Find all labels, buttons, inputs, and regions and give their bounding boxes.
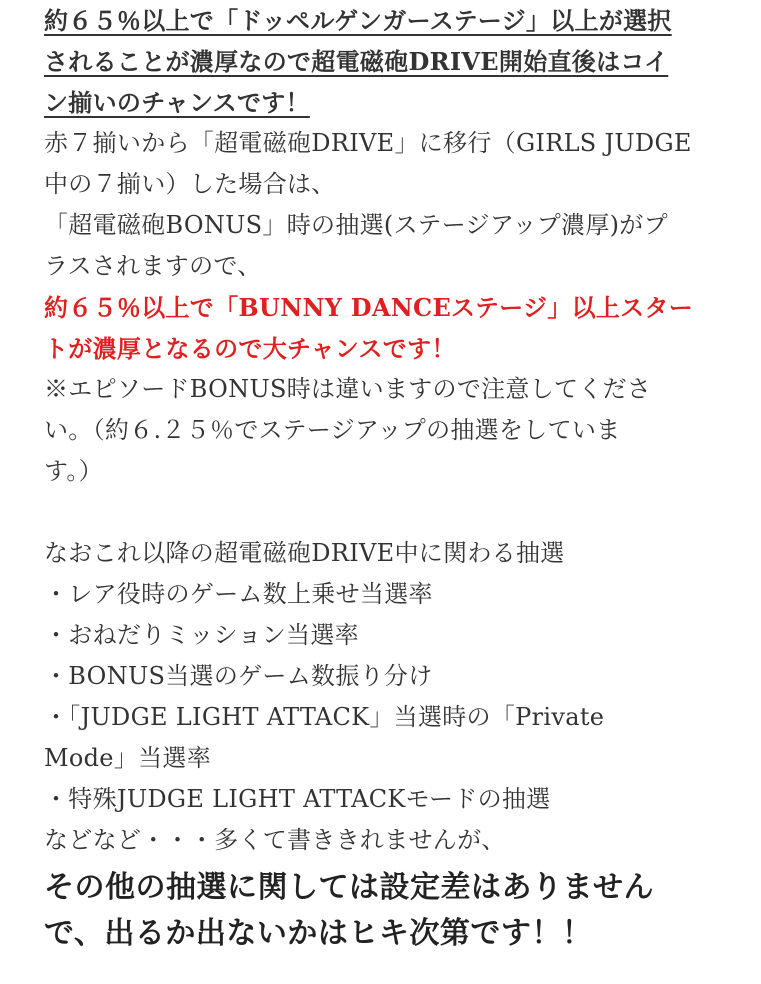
red-line-2: トが濃厚となるので大チャンスです！ [44, 334, 456, 363]
body-paragraph [44, 123, 734, 287]
intro-line-1: 約６５％以上で「ドッペルゲンガーステージ」以上が選択 [44, 6, 672, 35]
list-item: ・「JUDGE LIGHT ATTACK」当選時の「Private [44, 703, 605, 731]
body-line-4: ラスされますので、 [44, 252, 262, 280]
note-line-1: ※エピソードBONUS時は違いますので注意してくださ [44, 375, 652, 403]
note-line-2: い。（約６.２５％でステージアップの抽選をしていま [44, 416, 621, 444]
closing-line: などなど・・・多くて書ききれませんが、 [44, 826, 506, 854]
note-line-3: す。） [44, 457, 103, 485]
list-item: ・おねだりミッション当選率 [44, 621, 359, 649]
conclusion-line-1: その他の抽選に関しては設定差はありません [44, 870, 654, 905]
list-item: ・レア役時のゲーム数上乗せ当選率 [44, 580, 433, 608]
list-item: ・BONUS当選のゲーム数振り分け [44, 662, 433, 690]
intro-line-3: ン揃いのチャンスです！ [44, 88, 310, 117]
list-item: ・特殊JUDGE LIGHT ATTACKモードの抽選 [44, 785, 551, 813]
list-intro: なおこれ以降の超電磁砲DRIVE中に関わる抽選 [44, 539, 565, 567]
body-line-1: 赤７揃いから「超電磁砲DRIVE」に移行（GIRLS JUDGE [44, 129, 692, 157]
article-body [44, 0, 734, 957]
body-line-3: 「超電磁砲BONUS」時の抽選(ステージアップ濃厚)がプ [44, 211, 668, 239]
list-item: Mode」当選率 [44, 744, 211, 772]
intro-line-2: されることが濃厚なので超電磁砲DRIVE開始直後はコイ [44, 47, 669, 76]
note-paragraph [44, 369, 734, 492]
paragraph-spacer [44, 492, 734, 533]
intro-bold-paragraph [44, 0, 734, 123]
conclusion-line-2: で、出るか出ないかはヒキ次第です！！ [44, 916, 593, 951]
red-line-1: 約６５％以上で「BUNNY DANCEステージ」以上スター [44, 293, 694, 322]
lottery-list [44, 533, 734, 861]
body-line-2: 中の７揃い）した場合は、 [44, 170, 336, 198]
red-highlight-paragraph [44, 287, 734, 369]
conclusion-paragraph [44, 865, 734, 957]
